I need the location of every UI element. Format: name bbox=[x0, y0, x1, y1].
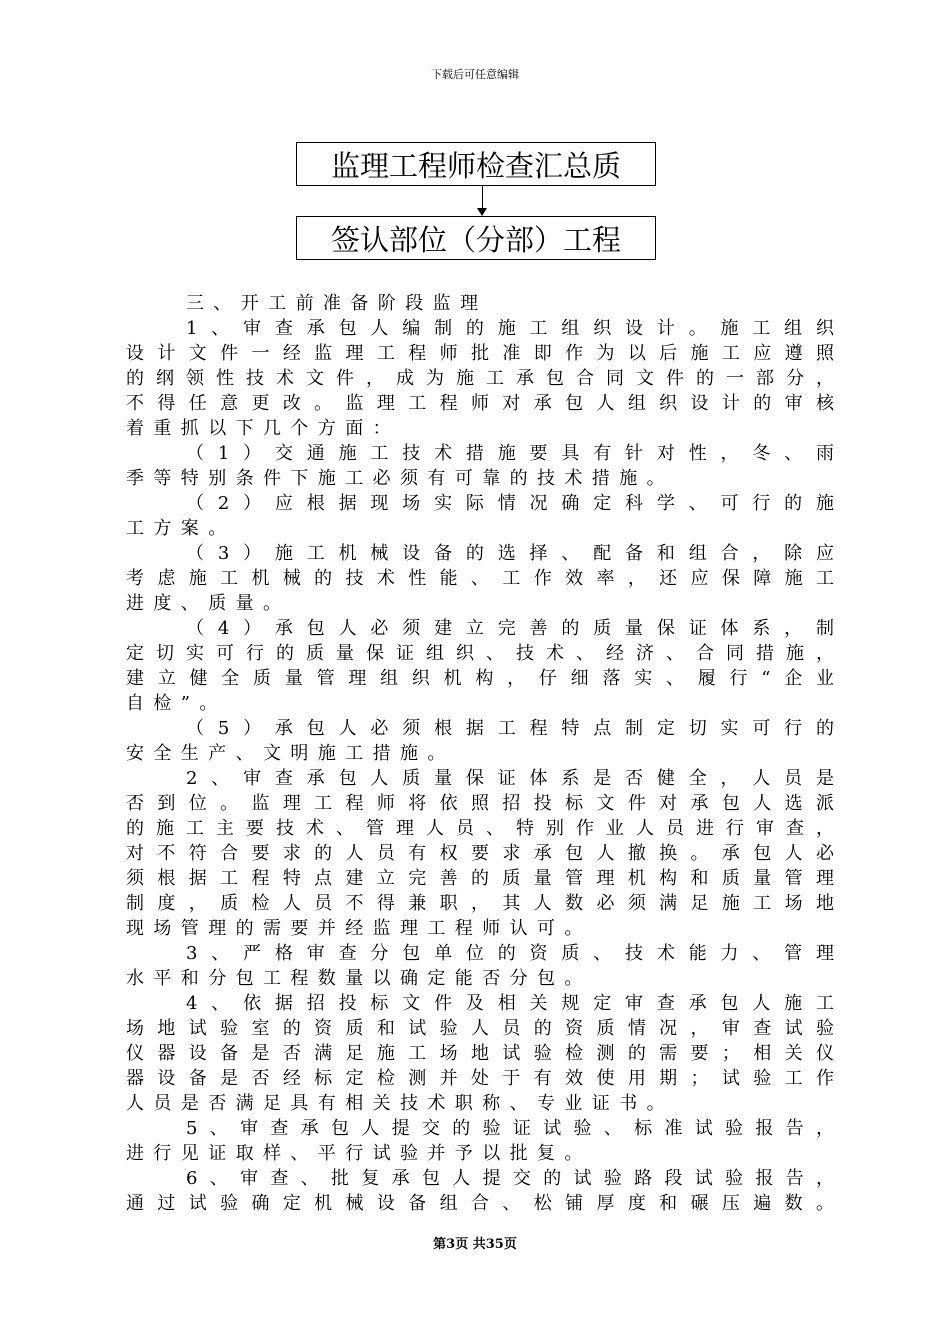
text-line: 3、严格审查分包单位的资质、技术能力、管理 bbox=[186, 943, 834, 964]
text-line: 仪器设备是否满足施工场地试验检测的需要；相关仪 bbox=[126, 1043, 834, 1064]
text-line: 通过试验确定机械设备组合、松铺厚度和碾压遍数。 bbox=[126, 1193, 834, 1214]
flow-box-signoff: 签认部位（分部）工程 bbox=[296, 216, 656, 260]
text-line: 进度、质量。 bbox=[126, 593, 291, 614]
text-line: 水平和分包工程数量以确定能否分包。 bbox=[126, 968, 592, 989]
text-line: 否到位。监理工程师将依照招投标文件对承包人选派 bbox=[126, 793, 834, 814]
header-note: 下载后可任意编辑 bbox=[431, 68, 519, 81]
text-line: （3）施工机械设备的选择、配备和组合，除应 bbox=[186, 543, 834, 564]
text-line: 着重抓以下几个方面： bbox=[126, 418, 400, 439]
text-line: （4）承包人必须建立完善的质量保证体系，制 bbox=[186, 618, 834, 639]
text-line: （2）应根据现场实际情况确定科学、可行的施 bbox=[186, 493, 834, 514]
text-line: 三、开工前准备阶段监理 bbox=[186, 293, 488, 314]
text-line: 2、审查承包人质量保证体系是否健全，人员是 bbox=[186, 768, 834, 789]
text-line: 的纲领性技术文件，成为施工承包合同文件的一部分， bbox=[126, 368, 834, 389]
text-line: 的施工主要技术、管理人员、特别作业人员进行审查， bbox=[126, 818, 834, 839]
text-line: 安全生产、文明施工措施。 bbox=[126, 743, 455, 764]
text-line: 定切实可行的质量保证组织、技术、经济、合同措施， bbox=[126, 643, 834, 664]
text-line: 对不符合要求的人员有权要求承包人撤换。承包人必 bbox=[126, 843, 834, 864]
text-line: 器设备是否经标定检测并处于有效使用期；试验工作 bbox=[126, 1068, 834, 1089]
arrow-head-icon bbox=[477, 208, 487, 216]
text-line: 季等特别条件下施工必须有可靠的技术措施。 bbox=[126, 468, 674, 489]
text-line: 自检”。 bbox=[126, 693, 227, 714]
flow-box-summary: 监理工程师检查汇总质 bbox=[296, 142, 656, 186]
text-line: 制度，质检人员不得兼职，其人数必须满足施工场地 bbox=[126, 893, 834, 914]
text-line: （5）承包人必须根据工程特点制定切实可行的 bbox=[186, 718, 834, 739]
text-line: 人员是否满足具有相关技术职称、专业证书。 bbox=[126, 1093, 674, 1114]
text-line: 建立健全质量管理组织机构，仔细落实、履行“企业 bbox=[126, 668, 834, 689]
text-line: 进行见证取样、平行试验并予以批复。 bbox=[126, 1143, 592, 1164]
text-line: 须根据工程特点建立完善的质量管理机构和质量管理 bbox=[126, 868, 834, 889]
text-line: 5、审查承包人提交的验证试验、标准试验报告， bbox=[186, 1118, 834, 1139]
document-body bbox=[126, 291, 834, 1216]
text-line: 现场管理的需要并经监理工程师认可。 bbox=[126, 918, 592, 939]
text-line: 考虑施工机械的技术性能、工作效率，还应保障施工 bbox=[126, 568, 834, 589]
text-line: 场地试验室的资质和试验人员的资质情况，审查试验 bbox=[126, 1018, 834, 1039]
text-line: 设计文件一经监理工程师批准即作为以后施工应遵照 bbox=[126, 343, 834, 364]
text-line: （1）交通施工技术措施要具有针对性，冬、雨 bbox=[186, 443, 834, 464]
text-line: 6、审查、批复承包人提交的试验路段试验报告， bbox=[186, 1168, 834, 1189]
page-footer: 第3页 共35页 bbox=[433, 1237, 517, 1252]
text-line: 1、审查承包人编制的施工组织设计。施工组织 bbox=[186, 318, 834, 339]
text-line: 不得任意更改。监理工程师对承包人组织设计的审核 bbox=[126, 393, 834, 414]
text-line: 工方案。 bbox=[126, 518, 236, 539]
text-line: 4、依据招投标文件及相关规定审查承包人施工 bbox=[186, 993, 834, 1014]
